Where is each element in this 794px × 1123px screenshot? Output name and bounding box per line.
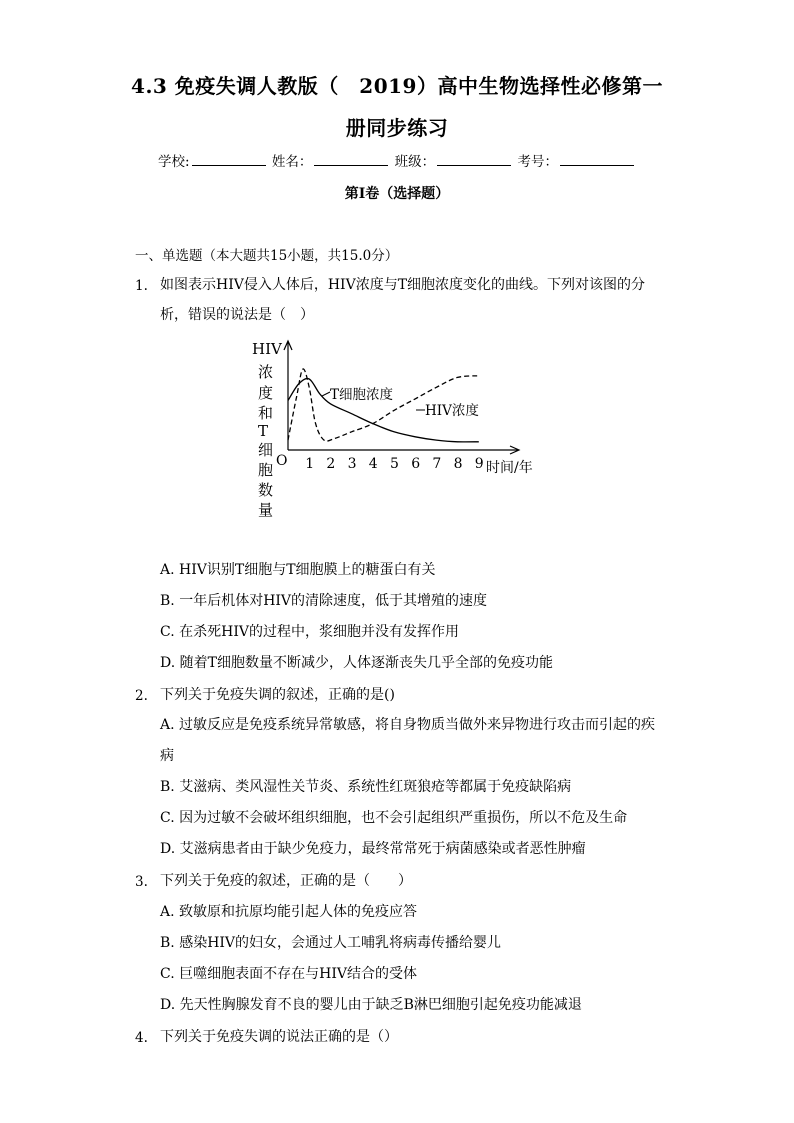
- question-1-line1: 如图表示HIV侵入人体后，HIV浓度与T细胞浓度变化的曲线。下列对该图的分: [160, 277, 646, 293]
- question-4-number: 4.: [135, 1030, 148, 1046]
- x-tick-label: 7: [432, 456, 442, 472]
- q1-option-d[interactable]: D. 随着T细胞数量不断减少，人体逐渐丧失几乎全部的免疫功能: [160, 655, 553, 671]
- volume-heading: 第I卷（选择题）: [344, 186, 450, 202]
- school-label: 学校:: [158, 154, 190, 170]
- question-1-line2: 析，错误的说法是（ ）: [160, 307, 314, 323]
- q3-option-b[interactable]: B. 感染HIV的妇女，会通过人工哺乳将病毒传播给婴儿: [160, 935, 502, 951]
- q2-option-d[interactable]: D. 艾滋病患者由于缺少免疫力，最终常常死于病菌感染或者恶性肿瘤: [160, 841, 586, 857]
- x-tick-label: 9: [474, 456, 484, 472]
- section-heading: 一、单选题（本大题共15小题，共15.0分）: [135, 248, 399, 264]
- question-3-stem: 下列关于免疫的叙述，正确的是（ ）: [160, 873, 412, 889]
- id-label: 考号：: [517, 154, 558, 170]
- q3-option-c[interactable]: C. 巨噬细胞表面不存在与HIV结合的受体: [160, 966, 417, 982]
- y-label-char: 量: [258, 501, 274, 519]
- document-title-line1: 4.3 免疫失调人教版（ 2019）高中生物选择性必修第一: [131, 74, 663, 98]
- question-2-stem: 下列关于免疫失调的叙述，正确的是(): [160, 687, 395, 703]
- q1-option-c[interactable]: C. 在杀死HIV的过程中，浆细胞并没有发挥作用: [160, 624, 459, 640]
- q3-option-d[interactable]: D. 先天性胸腺发育不良的婴儿由于缺乏B淋巴细胞引起免疫功能减退: [160, 997, 582, 1013]
- y-label-char: T: [258, 422, 269, 440]
- t-cell-label: T细胞浓度: [330, 387, 394, 403]
- x-tick-label: 4: [368, 456, 378, 472]
- question-2-number: 2.: [135, 688, 148, 704]
- document-title-line2: 册同步练习: [345, 116, 449, 140]
- name-blank[interactable]: [314, 153, 388, 166]
- origin-label: O: [276, 453, 288, 469]
- y-label-char: 细: [258, 441, 274, 459]
- y-axis-label: [252, 340, 283, 519]
- x-tick-labels: [305, 456, 484, 472]
- question-1-number: 1.: [135, 278, 148, 294]
- q2-option-a-cont[interactable]: 病: [160, 748, 174, 764]
- question-3-number: 3.: [135, 874, 148, 890]
- q2-option-a[interactable]: A. 过敏反应是免疫系统异常敏感，将自身物质当做外来异物进行攻击而引起的疾: [160, 717, 656, 733]
- hiv-tcell-chart: [250, 338, 540, 523]
- x-tick-label: 3: [347, 456, 357, 472]
- school-blank[interactable]: [192, 153, 266, 166]
- id-blank[interactable]: [560, 153, 634, 166]
- question-4-stem: 下列关于免疫失调的说法正确的是（）: [160, 1029, 398, 1045]
- y-label-char: 浓: [258, 363, 274, 381]
- x-tick-label: 5: [390, 456, 399, 472]
- q3-option-a[interactable]: A. 致敏原和抗原均能引起人体的免疫应答: [160, 904, 418, 920]
- class-blank[interactable]: [437, 153, 511, 166]
- t-cell-label-leader: [322, 392, 330, 396]
- x-tick-label: 2: [326, 456, 336, 472]
- q1-option-b[interactable]: B. 一年后机体对HIV的清除速度，低于其增殖的速度: [160, 593, 488, 609]
- name-label: 姓名：: [271, 154, 313, 170]
- x-axis-title: 时间/年: [486, 460, 533, 476]
- y-label-char: 胞: [258, 461, 274, 479]
- q2-option-c[interactable]: C. 因为过敏不会破坏组织细胞，也不会引起组织严重损伤，所以不危及生命: [160, 810, 628, 826]
- x-tick-label: 6: [411, 456, 421, 472]
- student-info-line: [0, 150, 794, 170]
- y-label-char: 和: [258, 404, 274, 422]
- y-label-char: 数: [258, 481, 274, 499]
- hiv-label: HIV浓度: [425, 403, 479, 419]
- y-label-char: HIV: [252, 340, 282, 358]
- x-tick-label: 1: [305, 456, 315, 472]
- q2-option-b[interactable]: B. 艾滋病、类风湿性关节炎、系统性红斑狼疮等都属于免疫缺陷病: [160, 779, 572, 795]
- x-tick-label: 8: [453, 456, 463, 472]
- q1-option-a[interactable]: A. HIV识别T细胞与T细胞膜上的糖蛋白有关: [160, 562, 436, 578]
- class-label: 班级：: [394, 154, 436, 170]
- y-label-char: 度: [258, 384, 274, 402]
